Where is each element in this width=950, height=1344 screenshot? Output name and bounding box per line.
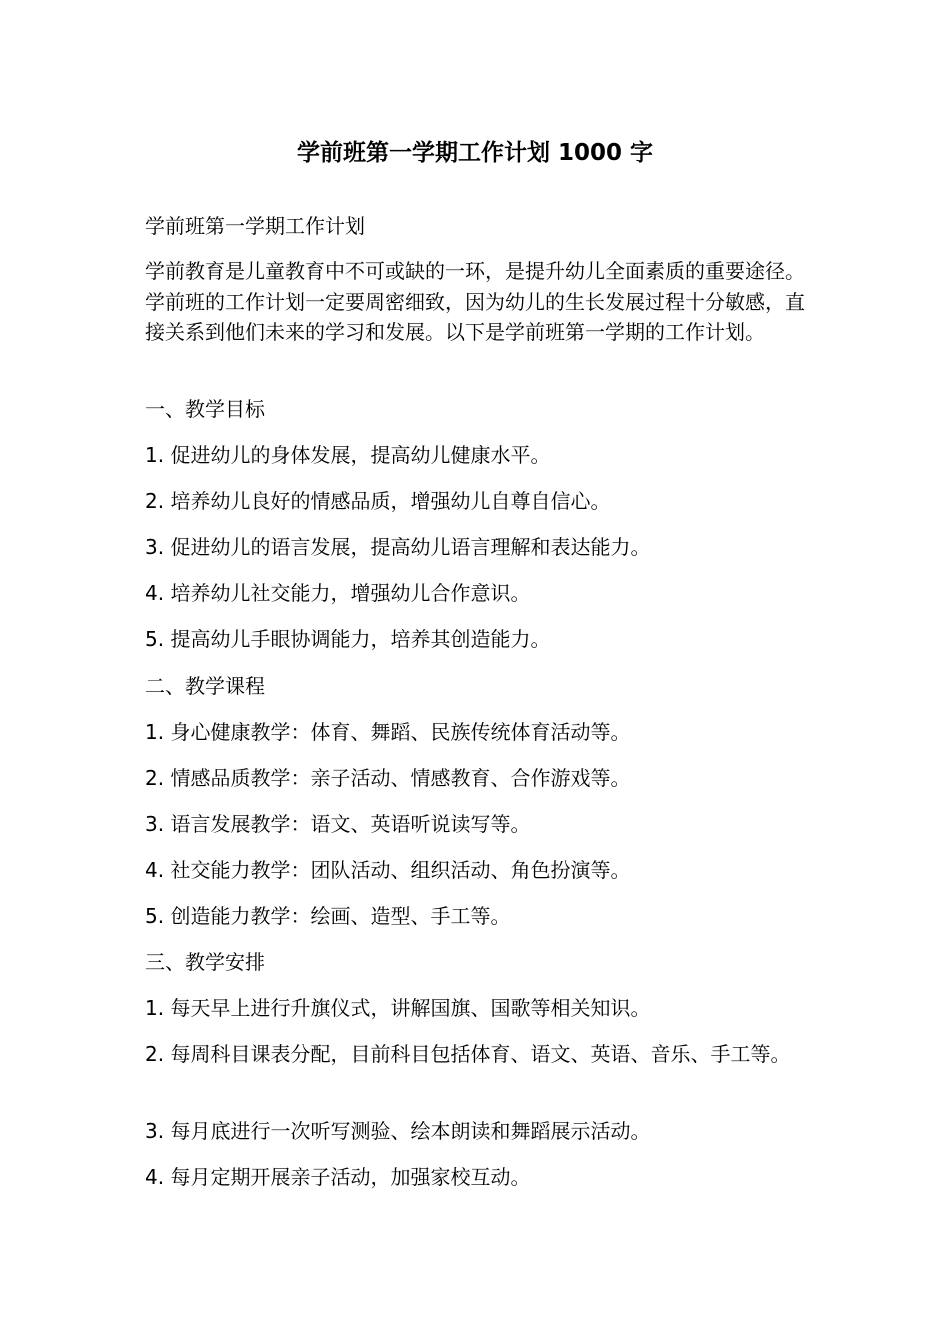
document-title: 学前班第一学期工作计划 1000 字 <box>296 140 654 166</box>
list-item: 1. 促进幼儿的身体发展，提高幼儿健康水平。 <box>145 443 551 467</box>
list-item: 3. 促进幼儿的语言发展，提高幼儿语言理解和表达能力。 <box>145 535 651 559</box>
list-item: 5. 创造能力教学：绘画、造型、手工等。 <box>145 904 511 928</box>
section-heading-courses: 二、教学课程 <box>145 674 265 698</box>
list-item: 4. 培养幼儿社交能力，增强幼儿合作意识。 <box>145 581 531 605</box>
list-item: 4. 每月定期开展亲子活动，加强家校互动。 <box>145 1165 531 1189</box>
list-item: 5. 提高幼儿手眼协调能力，培养其创造能力。 <box>145 627 551 651</box>
list-item: 4. 社交能力教学：团队活动、组织活动、角色扮演等。 <box>145 858 631 882</box>
list-item: 1. 每天早上进行升旗仪式，讲解国旗、国歌等相关知识。 <box>145 996 651 1020</box>
subtitle-paragraph: 学前班第一学期工作计划 <box>145 214 365 238</box>
list-item: 2. 每周科目课表分配，目前科目包括体育、语文、英语、音乐、手工等。 <box>145 1042 791 1066</box>
list-item: 3. 每月底进行一次听写测验、绘本朗读和舞蹈展示活动。 <box>145 1119 651 1143</box>
section-heading-goals: 一、教学目标 <box>145 397 265 421</box>
intro-paragraph: 学前教育是儿童教育中不可或缺的一环，是提升幼儿全面素质的重要途径。学前班的工作计划一定要周密细致，因为幼儿的生长发展过程十分敏感，直接关系到他们未来的学习和发展。以下是学前班第一学期的工作计划。 <box>145 259 805 344</box>
section-heading-schedule: 三、教学安排 <box>145 950 265 974</box>
list-item: 2. 情感品质教学：亲子活动、情感教育、合作游戏等。 <box>145 766 631 790</box>
list-item: 3. 语言发展教学：语文、英语听说读写等。 <box>145 812 531 836</box>
list-item: 1. 身心健康教学：体育、舞蹈、民族传统体育活动等。 <box>145 720 631 744</box>
list-item: 2. 培养幼儿良好的情感品质，增强幼儿自尊自信心。 <box>145 489 611 513</box>
